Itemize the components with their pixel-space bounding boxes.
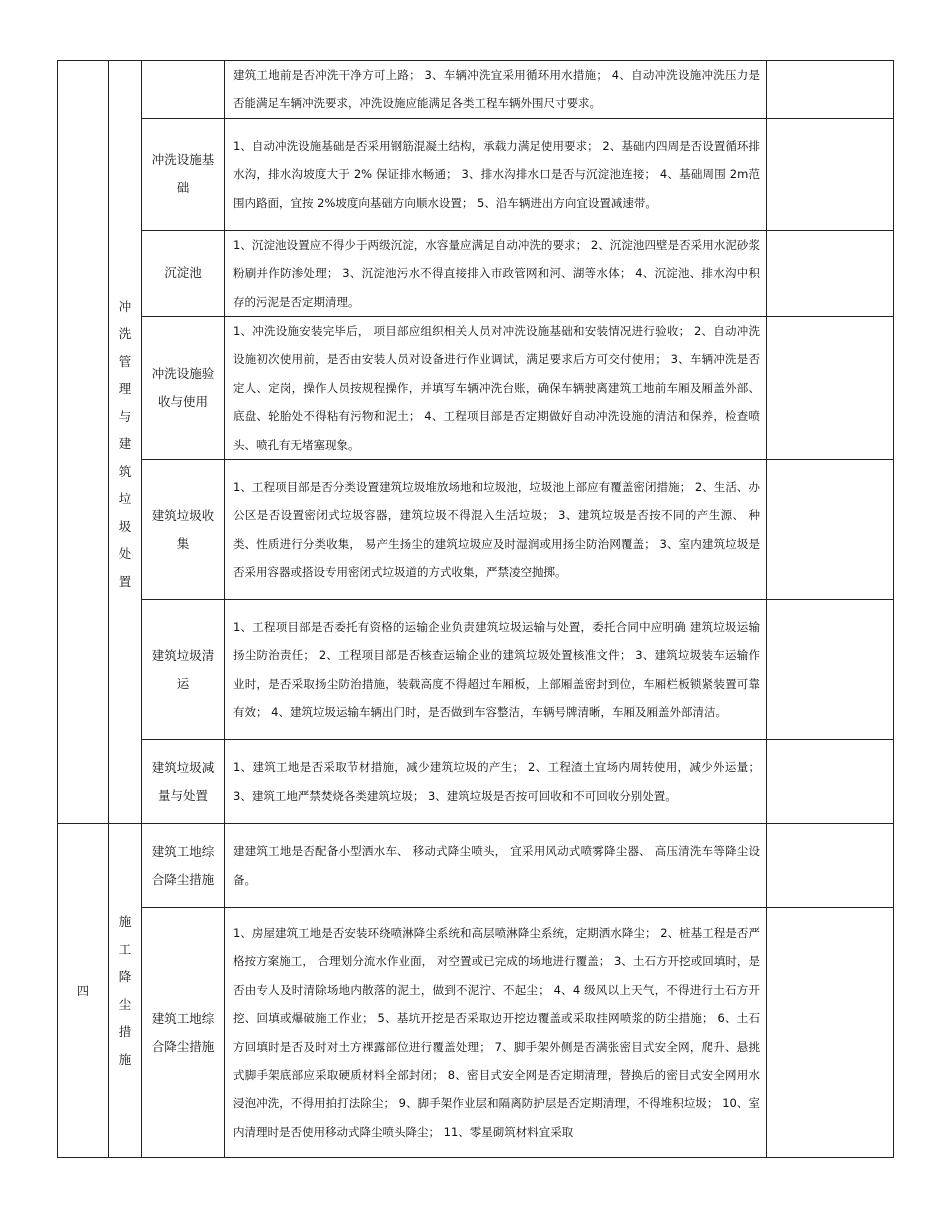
- item-name-cell: 建筑垃圾清运: [142, 600, 225, 740]
- blank-cell: [767, 460, 894, 600]
- table-row: [58, 230, 894, 316]
- item-content-cell: 1、自动冲洗设施基础是否采用钢筋混凝土结构，承载力满足使用要求； 2、基础内四周是否设置循环排水沟，排水沟坡度大于 2% 保证排水畅通； 3、排水沟排水口是否与沉淀池连接； 4、基础周围 2m范围内路面，宜按 2%坡度向基础方向顺水设置； 5、沿车辆进出方向宜设置减速带。: [225, 118, 767, 230]
- table-row: [58, 317, 894, 460]
- table-row: [58, 600, 894, 740]
- inspection-checklist-table: [57, 60, 894, 1158]
- item-name-cell: 建筑垃圾减量与处置: [142, 740, 225, 824]
- blank-cell: [767, 230, 894, 316]
- item-content-cell: 建建筑工地是否配备小型洒水车、 移动式降尘喷头， 宜采用风动式喷雾降尘器、 高压清洗车等降尘设备。: [225, 824, 767, 908]
- section-category-label: 冲洗管理与建筑垃圾处置: [118, 298, 132, 589]
- blank-cell: [767, 61, 894, 119]
- section-category-cell: [109, 61, 142, 824]
- item-name-cell: 建筑垃圾收集: [142, 460, 225, 600]
- item-content-cell: 1、房屋建筑工地是否安装环绕喷淋降尘系统和高层喷淋降尘系统，定期洒水降尘； 2、桩基工程是否严格按方案施工， 合理划分流水作业面， 对空置或已完成的场地进行覆盖； 3、土石方开挖或回填时，是否由专人及时清除场地内散落的泥土，做到不泥泞、不起尘； 4、4 级风以上天气，不得进行土石方开挖、回填或爆破施工作业； 5、基坑开挖是否采取边开挖边覆盖或采取挂网喷浆的防尘措施； 6、土石方回填时是否及时对土方裸露部位进行覆盖处理； 7、脚手架外侧是否满张密目式安全网，爬升、悬挑式脚手架底部应采取硬质材料全部封闭； 8、密目式安全网是否定期清理，替换后的密目式安全网用水浸泡冲洗，不得用拍打法除尘； 9、脚手架作业层和隔离防护层是否定期清理，不得堆积垃圾； 10、室内清理时是否使用移动式降尘喷头降尘； 11、零星砌筑材料宜采取: [225, 908, 767, 1158]
- item-content-cell: 1、工程项目部是否分类设置建筑垃圾堆放场地和垃圾池，垃圾池上部应有覆盖密闭措施； 2、生活、办公区是否设置密闭式垃圾容器，建筑垃圾不得混入生活垃圾； 3、建筑垃圾是否按不同的产生源、 种类、性质进行分类收集， 易产生扬尘的建筑垃圾应及时湿润或用扬尘防治网覆盖； 3、室内建筑垃圾是否采用容器或搭设专用密闭式垃圾道的方式收集，严禁凌空抛掷。: [225, 460, 767, 600]
- table-row: [58, 908, 894, 1158]
- section-category-cell: [109, 824, 142, 1158]
- item-name-cell: 沉淀池: [142, 230, 225, 316]
- item-content-cell: 1、沉淀池设置应不得少于两级沉淀，水容量应满足自动冲洗的要求； 2、沉淀池四壁是否采用水泥砂浆粉刷并作防渗处理； 3、沉淀池污水不得直接排入市政管网和河、湖等水体； 4、沉淀池、排水沟中积存的污泥是否定期清理。: [225, 230, 767, 316]
- section-number-cell: 四: [58, 824, 109, 1158]
- item-name-cell: [142, 61, 225, 119]
- table-row: [58, 824, 894, 908]
- section-number-cell: [58, 61, 109, 824]
- item-content-cell: 1、冲洗设施安装完毕后， 项目部应组织相关人员对冲洗设施基础和安装情况进行验收； 2、自动冲洗设施初次使用前，是否由安装人员对设备进行作业调试，满足要求后方可交付使用； 3、车辆冲洗是否定人、定岗，操作人员按规程操作，并填写车辆冲洗台账，确保车辆驶离建筑工地前车厢及厢盖外部、底盘、轮胎处不得粘有污物和泥土； 4、工程项目部是否定期做好自动冲洗设施的清洁和保养，检查喷头、喷孔有无堵塞现象。: [225, 317, 767, 460]
- item-content-cell: 1、工程项目部是否委托有资格的运输企业负责建筑垃圾运输与处置，委托合同中应明确 建筑垃圾运输扬尘防治责任； 2、工程项目部是否核查运输企业的建筑垃圾处置核准文件； 3、建筑垃圾装车运输作业时，是否采取扬尘防治措施，装载高度不得超过车厢板，上部厢盖密封到位，车厢栏板锁紧装置可靠有效； 4、建筑垃圾运输车辆出门时，是否做到车容整洁，车辆号牌清晰，车厢及厢盖外部清洁。: [225, 600, 767, 740]
- blank-cell: [767, 118, 894, 230]
- blank-cell: [767, 740, 894, 824]
- blank-cell: [767, 600, 894, 740]
- table-row: [58, 740, 894, 824]
- table-row: [58, 118, 894, 230]
- item-content-cell: 建筑工地前是否冲洗干净方可上路； 3、车辆冲洗宜采用循环用水措施； 4、自动冲洗设施冲洗压力是否能满足车辆冲洗要求，冲洗设施应能满足各类工程车辆外围尺寸要求。: [225, 61, 767, 119]
- section-category-label: 施工降尘措施: [118, 914, 132, 1067]
- table-row: [58, 460, 894, 600]
- item-name-cell: 建筑工地综合降尘措施: [142, 908, 225, 1158]
- blank-cell: [767, 824, 894, 908]
- item-name-cell: 冲洗设施验收与使用: [142, 317, 225, 460]
- table-row: [58, 61, 894, 119]
- item-content-cell: 1、建筑工地是否采取节材措施，减少建筑垃圾的产生； 2、工程渣土宜场内周转使用，减少外运量； 3、建筑工地严禁焚烧各类建筑垃圾； 3、建筑垃圾是否按可回收和不可回收分别处置。: [225, 740, 767, 824]
- item-name-cell: 冲洗设施基础: [142, 118, 225, 230]
- blank-cell: [767, 317, 894, 460]
- item-name-cell: 建筑工地综合降尘措施: [142, 824, 225, 908]
- blank-cell: [767, 908, 894, 1158]
